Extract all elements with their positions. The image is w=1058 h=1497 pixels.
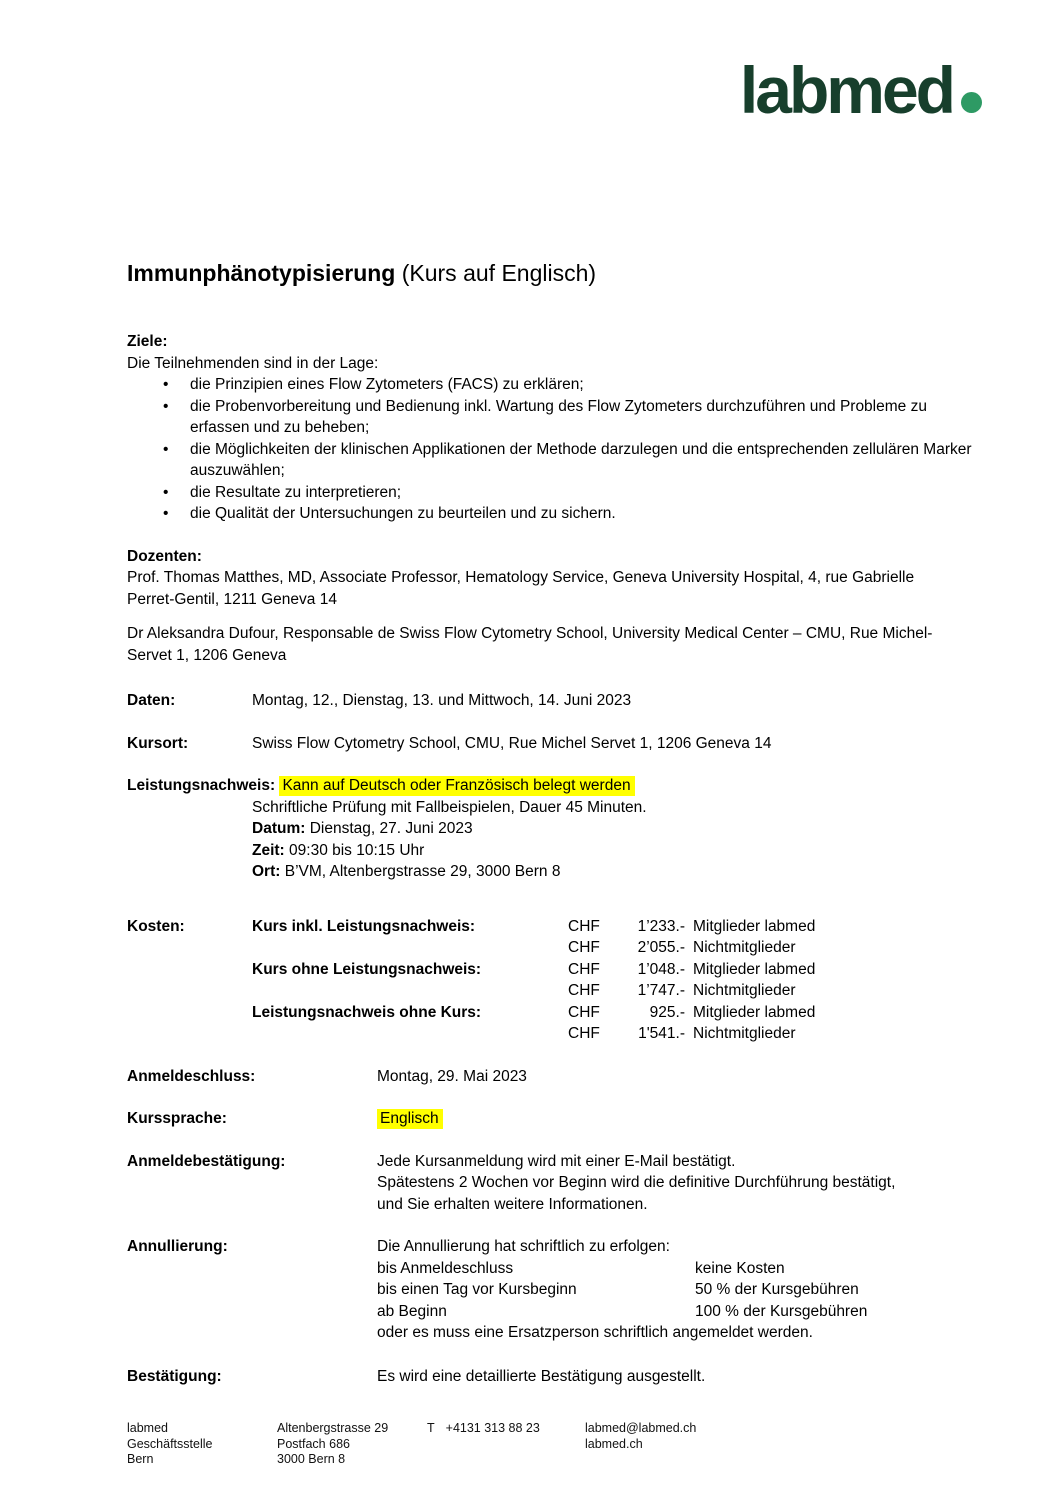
dates-value: Montag, 12., Dienstag, 13. und Mittwoch, 14. Juni 2023 (252, 692, 632, 709)
footer-phone-label: T (427, 1421, 435, 1435)
assessment-place-line (127, 861, 982, 883)
goal-item: • die Qualität der Untersuchungen zu beurteilen und zu sichern. (127, 503, 982, 525)
assessment-section (127, 775, 982, 883)
cancellation-text (377, 1236, 982, 1344)
cost-audience: Nichtmitglieder (693, 982, 796, 999)
cancellation-condition: bis einen Tag vor Kursbeginn (377, 1281, 577, 1298)
footer-org-line: Geschäftsstelle (127, 1436, 213, 1451)
footer-org-column (127, 1421, 277, 1468)
cost-item: Kurs ohne Leistungsnachweis: (252, 960, 482, 978)
assessment-date-value: Dienstag, 27. Juni 2023 (305, 820, 473, 837)
registration-confirmation-label: Anmeldebestätigung: (127, 1152, 286, 1170)
footer-email: labmed@labmed.ch (585, 1421, 697, 1435)
cancellation-term (377, 1301, 982, 1323)
registration-confirmation-row (127, 1151, 982, 1216)
footer-org-line: labmed (127, 1421, 168, 1435)
cancellation-outro: oder es muss eine Ersatzperson schriftlich angemeldet werden. (377, 1324, 813, 1341)
labmed-logo-dot-icon (961, 92, 982, 113)
costs-table (252, 916, 982, 1045)
cancellation-term (377, 1279, 982, 1301)
course-language-row (127, 1108, 982, 1130)
footer-address-column (277, 1421, 427, 1468)
cost-audience: Nichtmitglieder (693, 939, 796, 956)
assessment-time-label: Zeit: (252, 841, 285, 859)
cost-amount: 1'541.- (638, 1025, 685, 1042)
goal-item: • die Möglichkeiten der klinischen Applikationen der Methode darzulegen und die entsprechenden zellulären Marker auszuwählen; (127, 439, 982, 482)
goals-heading: Ziele: (127, 333, 168, 350)
course-title: Immunphänotypisierung (127, 260, 396, 286)
registration-confirmation-line: Spätestens 2 Wochen vor Beginn wird die definitive Durchführung bestätigt, (377, 1174, 896, 1191)
location-row (127, 733, 982, 755)
labmed-logo-text: labmed (739, 53, 953, 127)
cost-item (252, 937, 568, 959)
footer-address-line: Altenbergstrasse 29 (277, 1421, 389, 1435)
cost-amount: 1’233.- (637, 917, 685, 935)
dates-row (127, 690, 982, 712)
assessment-language-note-highlight: Kann auf Deutsch oder Französisch belegt werden (279, 776, 634, 796)
goal-item: • die Prinzipien eines Flow Zytometers (FACS) zu erklären; (127, 374, 982, 396)
location-label: Kursort: (127, 734, 189, 752)
cancellation-term (377, 1258, 982, 1280)
lecturers-section (127, 546, 982, 667)
course-language-highlight: Englisch (377, 1109, 443, 1129)
page-title (127, 258, 982, 288)
cost-audience: Mitglieder labmed (693, 917, 816, 935)
footer-web-column (585, 1421, 696, 1468)
footer-phone-column (427, 1421, 585, 1468)
footer-address-line: 3000 Bern 8 (277, 1452, 346, 1466)
goal-item: • die Resultate zu interpretieren; (127, 482, 982, 504)
lecturer-entry: Dr Aleksandra Dufour, Responsable de Swiss Flow Cytometry School, University Medical Center – CMU, Rue Michel-Servet 1, 1206 Geneva (127, 625, 933, 664)
cancellation-condition: bis Anmeldeschluss (377, 1259, 514, 1277)
assessment-time-value: 09:30 bis 10:15 Uhr (284, 841, 425, 859)
assessment-exam-info: Schriftliche Prüfung mit Fallbeispielen, Dauer 45 Minuten. (252, 798, 647, 816)
costs-line (252, 959, 982, 981)
costs-line (252, 916, 982, 938)
cancellation-fee: 50 % der Kursgebühren (695, 1281, 859, 1298)
goals-section (127, 331, 982, 525)
cost-amount: 1’048.- (637, 960, 685, 978)
cost-currency: CHF (568, 960, 600, 978)
course-language-label: Kurssprache: (127, 1110, 227, 1127)
registration-confirmation-text (377, 1151, 982, 1216)
cancellation-condition: ab Beginn (377, 1302, 447, 1320)
footer-address-line: Postfach 686 (277, 1436, 350, 1451)
cost-currency: CHF (568, 982, 600, 999)
goals-intro: Die Teilnehmenden sind in der Lage: (127, 354, 379, 372)
cost-amount: 1’747.- (637, 982, 685, 999)
registration-deadline-row (127, 1066, 982, 1088)
cost-audience: Nichtmitglieder (693, 1025, 796, 1042)
goal-item: • die Probenvorbereitung und Bedienung inkl. Wartung des Flow Zytometers durchzuführen und Probleme zu erfassen und zu beheben; (127, 396, 982, 439)
registration-confirmation-line: und Sie erhalten weitere Informationen. (377, 1195, 648, 1213)
lecturers-heading: Dozenten: (127, 547, 202, 565)
cancellation-row (127, 1236, 982, 1344)
costs-line (252, 1023, 982, 1045)
lecturer-entry: Prof. Thomas Matthes, MD, Associate Professor, Hematology Service, Geneva University Hospital, 4, rue Gabrielle Perret-Gentil, 1211 Geneva 14 (127, 569, 915, 608)
course-language-value-wrapper (377, 1108, 982, 1130)
footer-website: labmed.ch (585, 1436, 643, 1451)
footer-phone-number: +4131 313 88 23 (445, 1421, 540, 1435)
cancellation-fee: 100 % der Kursgebühren (695, 1302, 868, 1320)
assessment-place-value: B’VM, Altenbergstrasse 29, 3000 Bern 8 (280, 863, 561, 880)
location-value: Swiss Flow Cytometry School, CMU, Rue Michel Servet 1, 1206 Geneva 14 (252, 734, 772, 752)
costs-line (252, 937, 982, 959)
registration-deadline-label: Anmeldeschluss: (127, 1067, 256, 1085)
registration-confirmation-line: Jede Kursanmeldung wird mit einer E-Mail bestätigt. (377, 1152, 736, 1170)
registration-deadline-value: Montag, 29. Mai 2023 (377, 1067, 527, 1085)
confirmation-value: Es wird eine detaillierte Bestätigung ausgestellt. (377, 1367, 706, 1385)
assessment-date-label: Datum: (252, 820, 306, 837)
footer-org-line: Bern (127, 1452, 154, 1466)
cost-item: Leistungsnachweis ohne Kurs: (252, 1003, 482, 1021)
page-footer (127, 1421, 696, 1468)
cost-currency: CHF (568, 939, 600, 956)
confirmation-label: Bestätigung: (127, 1367, 222, 1385)
costs-line (252, 980, 982, 1002)
costs-line (252, 1002, 982, 1024)
costs-row-wrapper (127, 916, 982, 1045)
cost-amount: 925.- (649, 1003, 685, 1021)
cost-item (252, 980, 568, 1002)
cost-item: Kurs inkl. Leistungsnachweis: (252, 917, 476, 935)
dates-label: Daten: (127, 692, 176, 709)
cost-amount: 2’055.- (637, 939, 685, 956)
costs-section (127, 916, 982, 1045)
costs-label: Kosten: (127, 917, 185, 935)
labmed-logo (740, 55, 982, 125)
cancellation-label: Annullierung: (127, 1238, 228, 1255)
cost-audience: Mitglieder labmed (693, 960, 816, 978)
course-title-suffix: (Kurs auf Englisch) (395, 260, 597, 286)
assessment-date-line (127, 818, 982, 840)
assessment-headline (127, 775, 982, 797)
cost-currency: CHF (568, 917, 600, 935)
cancellation-intro: Die Annullierung hat schriftlich zu erfolgen: (377, 1238, 670, 1255)
assessment-label: Leistungsnachweis: (127, 777, 276, 794)
assessment-place-label: Ort: (252, 863, 281, 880)
cost-audience: Mitglieder labmed (693, 1003, 816, 1021)
assessment-time-line (127, 840, 982, 862)
cost-currency: CHF (568, 1025, 600, 1042)
cost-item (252, 1023, 568, 1045)
confirmation-row (127, 1366, 982, 1388)
goals-list (127, 374, 982, 525)
header (127, 0, 982, 125)
cost-currency: CHF (568, 1003, 600, 1021)
cancellation-fee: keine Kosten (695, 1259, 785, 1277)
